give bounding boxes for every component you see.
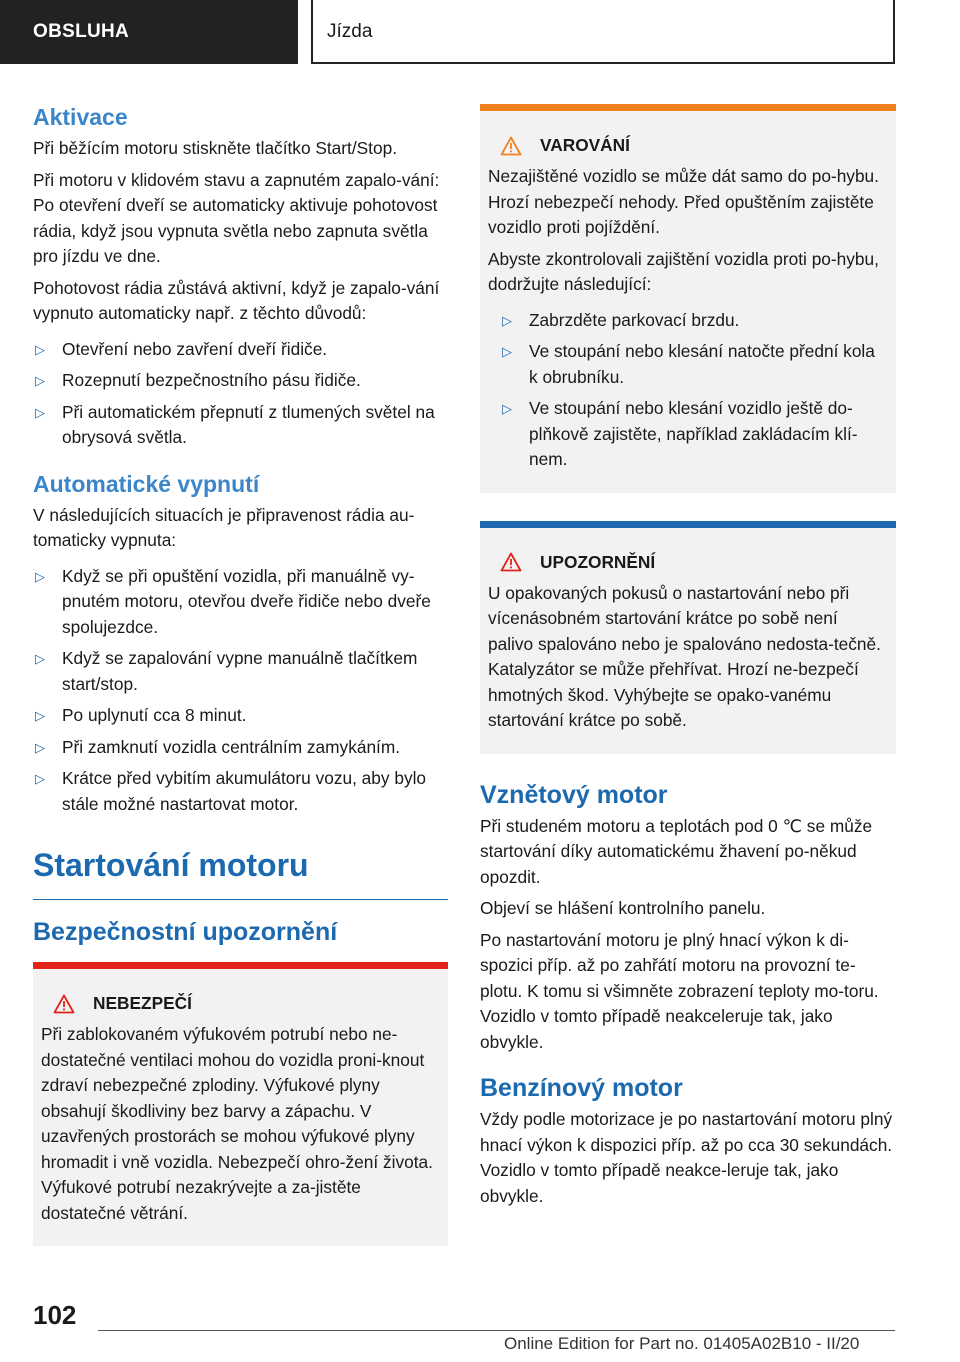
page-header (0, 0, 960, 66)
list-item: ▷ Zabrzděte parkovací brzdu. (500, 308, 886, 334)
paragraph: Při motoru v klidovém stavu a zapnutém zapalo-vání: Po otevření dveří se automaticky aktivuje pohotovost rádia, když jsou vypnuta světla nebo zapnuta světla pro jízdu ve dne. (33, 169, 440, 266)
list-item: ▷ Rozepnutí bezpečnostního pásu řidiče. (33, 368, 448, 394)
triangle-right-outline-icon: ▷ (35, 373, 45, 388)
list-item: ▷ Když se při opuštění vozidla, při manuálně vy-pnutém motoru, otevřou dveře řidiče nebo dveře spolujezdce. (35, 565, 431, 637)
page-number: 102 (33, 1300, 77, 1330)
paragraph: Abyste zkontrolovali zajištění vozidla proti po-hybu, dodržujte následující: (488, 248, 879, 294)
list-item: ▷ Když se zapalování vypne manuálně tlačítkem start/stop. (35, 648, 418, 694)
list-item: ▷ Krátce před vybitím akumulátoru vozu, aby bylo stále možné nastartovat motor. (35, 768, 427, 814)
list-item: ▷ Při automatickém přepnutí z tlumených světel na obrysová světla. (35, 401, 435, 447)
triangle-right-outline-icon: ▷ (35, 404, 45, 420)
paragraph: V následujících situacích je připravenost rádia au-tomaticky vypnuta: (33, 504, 415, 550)
danger-text: Při zablokovaném výfukovém potrubí nebo ne-dostatečné ventilaci mohou do vozidla proni-knout zdraví nebezpečné zplodiny. Výfukové plyny obsahují škodliviny bez barvy a zápachu. V uzavřených prostorách se mohou výfukové plyny hromadit i vně vozidla. Nebezpečí ohro-žení života. Výfukové potrubí nezakrývejte a za-jistěte dostatečné větrání. (41, 1024, 433, 1223)
triangle-right-outline-icon: ▷ (35, 651, 45, 666)
warning-triangle-icon (500, 552, 522, 572)
section-heading-aktivace: Aktivace (33, 104, 128, 130)
list-item: ▷ Ve stoupání nebo klesání vozidlo ještě do-plňkově zajistěte, například zakládacím klí-nem. (502, 398, 858, 469)
footer-divider (98, 1330, 895, 1331)
notice-title: UPOZORNĚNÍ (488, 550, 886, 575)
bullet-list (33, 564, 448, 818)
list-item: ▷ Po uplynutí cca 8 minut. (33, 703, 448, 729)
danger-title: NEBEZPEČÍ (41, 991, 438, 1016)
right-column (480, 104, 896, 1215)
left-column (33, 100, 448, 1246)
paragraph: Po nastartování motoru je plný hnací výkon k di-spozici příp. až po zahřátí motoru na provozní te-plotu. K tomu si všimněte zobrazení teploty mo-toru. Vozidlo v tomto případě neakceleruje tak, jako obvykle. (480, 929, 879, 1052)
paragraph: Při studeném motoru a teplotách pod 0 ℃ se může startování díky automatickému žhavení po-někud opozdit. (480, 815, 873, 887)
triangle-right-outline-icon: ▷ (35, 739, 45, 755)
chapter-heading: Startování motoru (33, 843, 448, 900)
list-item: ▷ Otevření nebo zavření dveří řidiče. (33, 337, 448, 363)
bullet-list (33, 337, 448, 451)
triangle-right-outline-icon: ▷ (35, 708, 45, 723)
section-heading-diesel: Vznětový motor (480, 780, 668, 809)
warning-title: VAROVÁNÍ (488, 133, 886, 158)
bullet-list (488, 308, 886, 473)
triangle-right-outline-icon: ▷ (502, 312, 512, 328)
notice-text: U opakovaných pokusů o nastartování nebo při vícenásobném startování krátce po sobě není palivo spalováno nebo je spalováno nedosta-tečně. Katalyzátor se může přehřívat. Hrozí ne-bezpečí hmotných škod. Vyhýbejte se opako-vanému startování krátce po sobě. (488, 582, 881, 730)
paragraph: Pohotovost rádia zůstává aktivní, když je zapalo-vání vypnuto automaticky např. z těchto důvodů: (33, 277, 440, 323)
section-heading-vypnuti: Automatické vypnutí (33, 470, 260, 497)
warning-box (480, 104, 896, 493)
triangle-right-outline-icon: ▷ (35, 771, 45, 786)
paragraph: Při běžícím motoru stiskněte tlačítko Start/Stop. (33, 138, 398, 158)
triangle-right-outline-icon: ▷ (502, 344, 512, 359)
section-label: OBSLUHA (0, 0, 298, 64)
triangle-right-outline-icon: ▷ (502, 401, 512, 416)
section-heading-petrol: Benzínový motor (480, 1074, 683, 1102)
paragraph: Vždy podle motorizace je po nastartování motoru plný hnací výkon k dispozici příp. až po cca 30 sekundách. Vozidlo v tomto případě neakce-leruje tak, jako obvykle. (480, 1109, 893, 1206)
triangle-right-outline-icon: ▷ (35, 568, 45, 584)
subsection-heading: Bezpečnostní upozornění (33, 918, 338, 946)
notice-box (480, 521, 896, 754)
list-item: ▷ Ve stoupání nebo klesání natočte přední kola k obrubníku. (502, 341, 875, 387)
danger-box (33, 962, 448, 1246)
warning-triangle-icon (500, 136, 522, 156)
list-item: ▷ Při zamknutí vozidla centrálním zamykáním. (33, 735, 448, 761)
warning-triangle-icon (53, 994, 75, 1014)
chapter-label: Jízda (311, 0, 895, 64)
triangle-right-outline-icon: ▷ (35, 341, 45, 357)
paragraph: Nezajištěné vozidlo se může dát samo do po-hybu. Hrozí nebezpečí nehody. Před opuštěním zajistěte vozidlo proti pojíždění. (488, 166, 879, 237)
edition-text: Online Edition for Part no. 01405A02B10 - II/20 (504, 1334, 860, 1353)
paragraph: Objeví se hlášení kontrolního panelu. (480, 898, 766, 918)
